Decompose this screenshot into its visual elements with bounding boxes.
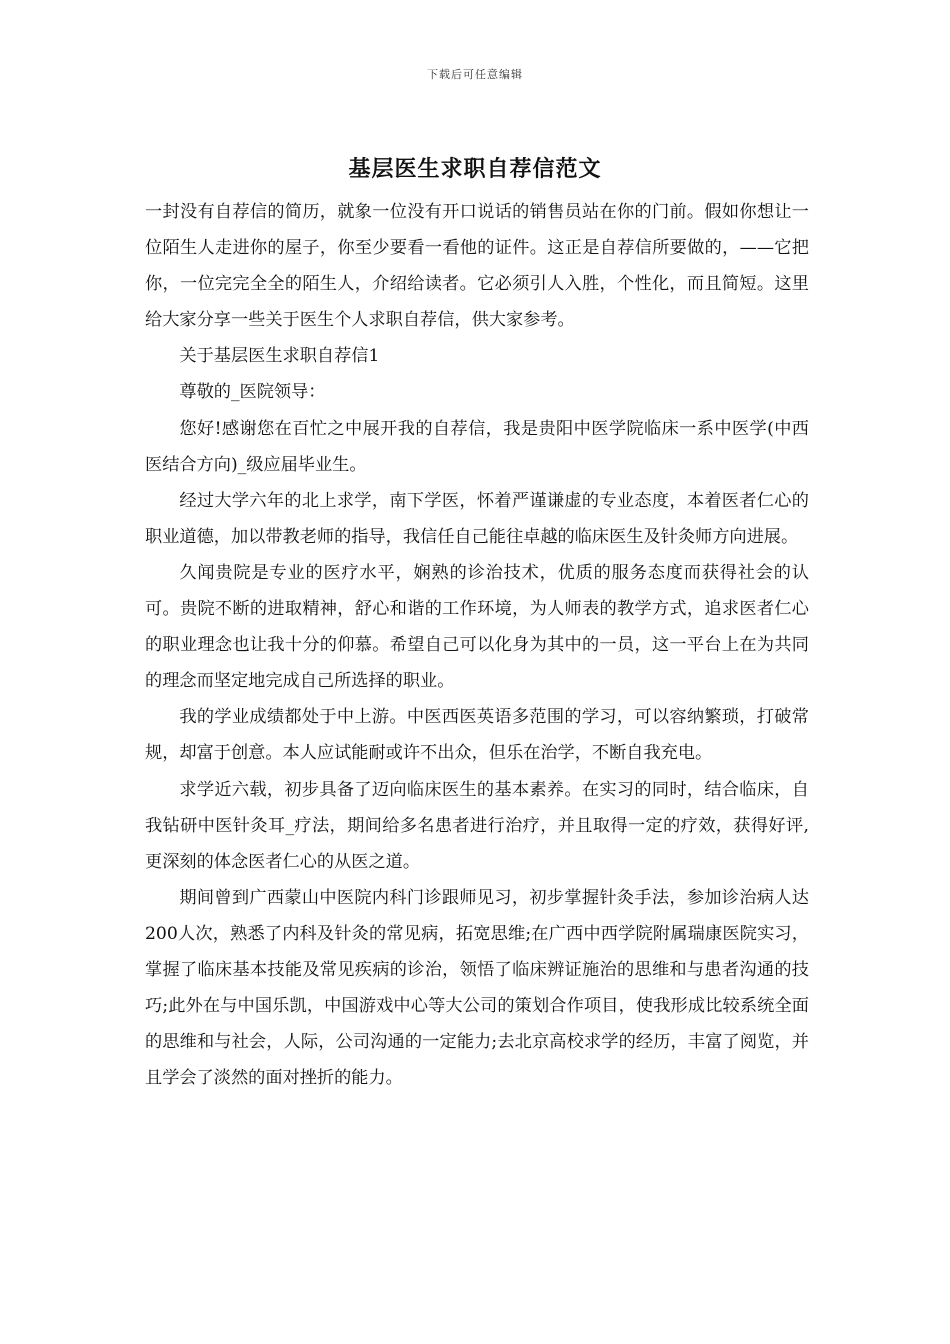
paragraph: 期间曾到广西蒙山中医院内科门诊跟师见习，初步掌握针灸手法，参加诊治病人达200人次，熟悉了内科及针灸的常见病，拓宽思维;在广西中西学院附属瑞康医院实习，掌握了临床基本技能及常见疾病的诊治，领悟了临床辨证施治的思维和与患者沟通的技巧;此外在与中国乐凯，中国游戏中心等大公司的策划合作项目，使我形成比较系统全面的思维和与社会，人际，公司沟通的一定能力;去北京高校求学的经历，丰富了阅览，并且学会了淡然的面对挫折的能力。 bbox=[145, 887, 809, 1089]
paragraph-section-heading: 关于基层医生求职自荐信1 bbox=[179, 346, 380, 367]
paragraph: 经过大学六年的北上求学，南下学医，怀着严谨谦虚的专业态度，本着医者仁心的职业道德，加以带教老师的指导，我信任自己能往卓越的临床医生及针灸师方向进展。 bbox=[145, 490, 809, 547]
paragraph: 您好!感谢您在百忙之中展开我的自荐信，我是贵阳中医学院临床一系中医学(中西医结合方向)_级应届毕业生。 bbox=[145, 418, 809, 475]
paragraph-intro: 一封没有自荐信的简历，就象一位没有开口说话的销售员站在你的门前。假如你想让一位陌生人走进你的屋子，你至少要看一看他的证件。这正是自荐信所要做的，——它把你，一位完完全全的陌生人，介绍给读者。它必须引人入胜，个性化，而且简短。这里给大家分享一些关于医生个人求职自荐信，供大家参考。 bbox=[145, 202, 809, 331]
paragraph: 我的学业成绩都处于中上游。中医西医英语多范围的学习，可以容纳繁琐，打破常规，却富于创意。本人应试能耐或许不出众，但乐在治学，不断自我充电。 bbox=[145, 707, 809, 764]
paragraph: 久闻贵院是专业的医疗水平，娴熟的诊治技术，优质的服务态度而获得社会的认可。贵院不断的进取精神，舒心和谐的工作环境，为人师表的教学方式，追求医者仁心的职业理念也让我十分的仰慕。希望自己可以化身为其中的一员，这一平台上在为共同的理念而坚定地完成自己所选择的职业。 bbox=[145, 562, 809, 692]
paragraph: 求学近六载，初步具备了迈向临床医生的基本素养。在实习的同时，结合临床，自我钻研中医针灸耳_疗法，期间给多名患者进行治疗，并且取得一定的疗效，获得好评,更深刻的体念医者仁心的从医之道。 bbox=[145, 779, 809, 872]
paragraph-salutation: 尊敬的_医院领导： bbox=[179, 382, 326, 403]
header-note: 下载后可任意编辑 bbox=[427, 68, 523, 81]
document-body bbox=[145, 194, 809, 1096]
document-title: 基层医生求职自荐信范文 bbox=[348, 156, 602, 182]
